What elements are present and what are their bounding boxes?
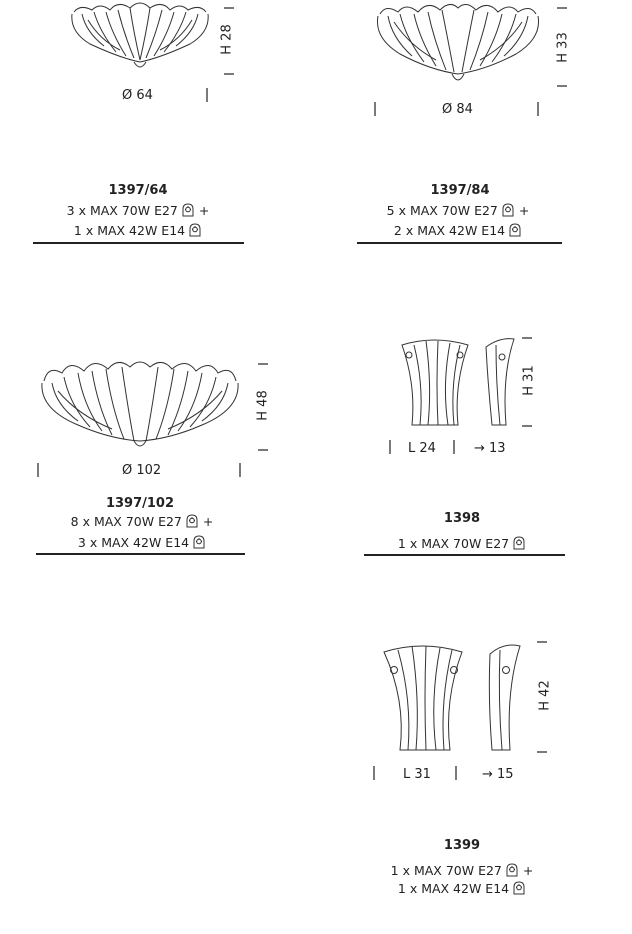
plus-sign: + — [522, 863, 534, 878]
product-code: 1398 — [443, 511, 481, 526]
product-drawing-1399-front — [382, 640, 466, 754]
lamp-spec — [362, 536, 562, 551]
bulb-icon — [181, 203, 195, 217]
dimension-tick — [388, 440, 392, 454]
lamp-spec — [42, 535, 242, 550]
divider — [364, 554, 565, 556]
product-code: 1399 — [443, 838, 481, 853]
height-label: H 42 — [537, 680, 553, 711]
bulb-icon — [512, 881, 526, 895]
dimension-tick — [536, 102, 540, 116]
product-code: 1397/64 — [108, 183, 168, 198]
product-drawing-1398-front — [398, 335, 472, 429]
lamp-text: 1 x MAX 70W E27 — [390, 863, 502, 878]
lamp-text: 3 x MAX 42W E14 — [77, 535, 190, 550]
divider — [357, 242, 562, 244]
plus-sign: + — [518, 203, 530, 218]
divider — [36, 553, 245, 555]
length-label: L 31 — [403, 767, 431, 782]
plus-sign: + — [198, 203, 210, 218]
lamp-spec — [38, 203, 238, 218]
dimension-tick — [372, 766, 376, 780]
lamp-spec — [358, 223, 558, 238]
dimension-tick — [238, 463, 242, 477]
height-label: H 31 — [521, 365, 537, 396]
lamp-text: 1 x MAX 70W E27 — [397, 536, 510, 551]
lamp-spec — [42, 514, 242, 529]
lamp-text: 5 x MAX 70W E27 — [386, 203, 498, 218]
product-drawing-1399-side — [484, 640, 524, 754]
diameter-label: Ø 64 — [122, 88, 153, 103]
diameter-label: Ø 102 — [122, 463, 162, 478]
bulb-icon — [192, 535, 206, 549]
dimension-tick — [452, 440, 456, 454]
bulb-icon — [185, 514, 199, 528]
height-label: H 48 — [255, 390, 271, 421]
lamp-spec — [38, 223, 238, 238]
product-drawing-1397-64 — [60, 0, 220, 80]
dimension-tick — [205, 88, 209, 102]
product-drawing-1397-102 — [38, 355, 243, 455]
product-drawing-1398-side — [482, 335, 518, 429]
depth-label: → 13 — [474, 441, 506, 456]
product-drawing-1397-84 — [370, 0, 545, 92]
bulb-icon — [512, 536, 526, 550]
product-code: 1397/84 — [430, 183, 490, 198]
lamp-text: 8 x MAX 70W E27 — [70, 514, 182, 529]
length-label: L 24 — [408, 441, 436, 456]
lamp-text: 1 x MAX 42W E14 — [73, 223, 186, 238]
divider — [33, 242, 244, 244]
lamp-spec — [362, 863, 562, 878]
bulb-icon — [501, 203, 515, 217]
diameter-label: Ø 84 — [442, 102, 473, 117]
plus-sign: + — [202, 514, 214, 529]
dimension-tick — [454, 766, 458, 780]
lamp-spec — [362, 881, 562, 896]
lamp-text: 1 x MAX 42W E14 — [397, 881, 510, 896]
lamp-spec — [358, 203, 558, 218]
bulb-icon — [505, 863, 519, 877]
product-code: 1397/102 — [105, 496, 175, 511]
dimension-tick — [36, 463, 40, 477]
lamp-text: 2 x MAX 42W E14 — [393, 223, 506, 238]
bulb-icon — [508, 223, 522, 237]
height-label: H 28 — [219, 24, 235, 55]
depth-label: → 15 — [482, 767, 514, 782]
bulb-icon — [188, 223, 202, 237]
height-label: H 33 — [555, 32, 571, 63]
dimension-tick — [373, 102, 377, 116]
lamp-text: 3 x MAX 70W E27 — [66, 203, 178, 218]
